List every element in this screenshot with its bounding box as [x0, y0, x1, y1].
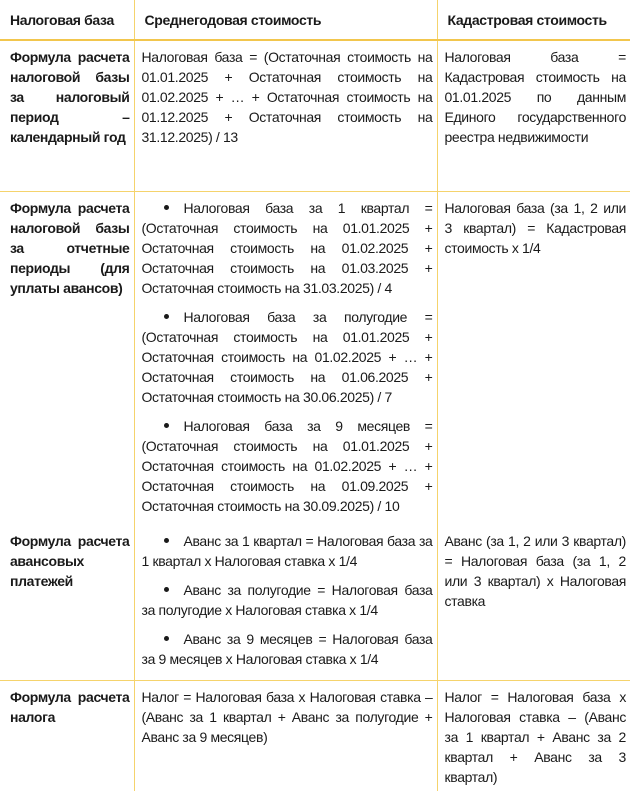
average-cost-cell: Налоговая база = (Остаточная стоимость на 01.01.2025 + Остаточная стоимость на 01.02.2025 + … + Остаточная стоимость на 01.12.2025 + Остаточная стоимость на 31.12.2025) / 13 [134, 40, 437, 191]
list-item [142, 629, 433, 669]
table-row [0, 680, 630, 791]
row-label: Формула расчета налоговой базы за налоговый период – календарный год [0, 40, 134, 191]
formula-text: Аванс за 1 квартал = Налоговая база за 1 квартал х Налоговая ставка х 1/4 [141, 533, 433, 569]
average-cost-cell: Налог = Налоговая база х Налоговая ставка – (Аванс за 1 квартал + Аванс за полугодие + Аванс за 9 месяцев) [134, 680, 437, 791]
list-item [142, 307, 433, 407]
row-label: Формула расчета авансовых платежей [0, 525, 134, 680]
header-cadastral-cost: Кадастровая стоимость [437, 0, 630, 40]
row-label: Формула расчета налога [0, 680, 134, 791]
list-item [142, 531, 433, 571]
average-cost-cell [134, 525, 437, 680]
cadastral-cost-cell: Налоговая база (за 1, 2 или 3 квартал) = Кадастровая стоимость х 1/4 [444, 199, 626, 256]
formula-text: Налоговая база за 9 месяцев = (Остаточная стоимость на 01.01.2025 + Остаточная стоимость на 01.02.2025 + … + Остаточная стоимость на 01.09.2025 + Остаточная стоимость на 30.09.2025) / 10 [141, 417, 433, 514]
formula-text: Налоговая база за полугодие = (Остаточная стоимость на 01.01.2025 + Остаточная стоимость на 01.02.2025 + … + Остаточная стоимость на 01.06.2025 + Остаточная стоимость на 30.06.2025) / 7 [141, 308, 433, 405]
table-row [0, 191, 630, 525]
bullet-icon [164, 314, 169, 319]
cadastral-cost-cell: Аванс (за 1, 2 или 3 квартал) = Налоговая база (за 1, 2 или 3 квартал) х Налоговая ставка [437, 525, 630, 680]
table-row [0, 40, 630, 191]
row-label: Формула расчета налоговой базы за отчетные периоды (для уплаты авансов) [0, 191, 134, 525]
average-cost-cell [134, 191, 437, 525]
header-tax-base: Налоговая база [0, 0, 134, 40]
bullet-icon [164, 636, 169, 641]
list-item [142, 580, 433, 620]
list-item [142, 416, 433, 516]
bullet-icon [164, 423, 169, 428]
formula-text: Аванс за 9 месяцев = Налоговая база за 9 месяцев х Налоговая ставка х 1/4 [141, 631, 433, 667]
bullet-icon [164, 587, 169, 592]
bullet-icon [164, 538, 169, 543]
header-average-cost: Среднегодовая стоимость [134, 0, 437, 40]
bullet-icon [164, 205, 169, 210]
table-row [0, 525, 630, 680]
list-item [142, 198, 433, 298]
formula-list [142, 531, 433, 669]
formula-text: Аванс за полугодие = Налоговая база за полугодие х Налоговая ставка х 1/4 [141, 582, 433, 618]
formula-list [142, 198, 433, 516]
table-header-row [0, 0, 630, 40]
cadastral-cost-cell: Налоговая база = Кадастровая стоимость на 01.01.2025 по данным Единого государственного реестра недвижимости [437, 40, 630, 191]
formula-text: Налоговая база за 1 квартал = (Остаточная стоимость на 01.01.2025 + Остаточная стоимость на 01.02.2025 + Остаточная стоимость на 01.03.2025 + Остаточная стоимость на 31.03.2025) / 4 [141, 199, 433, 296]
cadastral-cost-cell: Налог = Налоговая база х Налоговая ставка – (Аванс за 1 квартал + Аванс за 2 квартал + Аванс за 3 квартал) [444, 688, 626, 785]
